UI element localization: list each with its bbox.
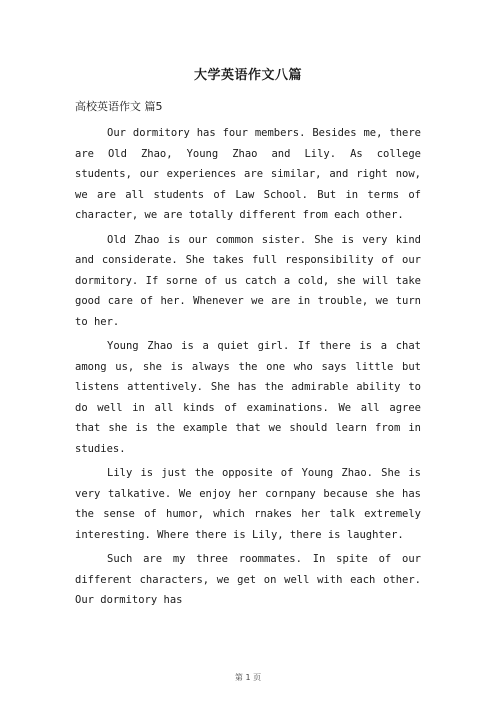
section-heading: 高校英语作文 篇5 [75,100,163,113]
paragraph: Such are my three roommates. In spite of our different characters, we get on well with each other. Our dormitory has [75,553,421,606]
paragraph: Lily is just the opposite of Young Zhao. She is very talkative. We enjoy her cornpany because she has the sense of humor, which rnakes her talk extremely interesting. Where there is Lily, there is laughter. [75,467,421,541]
paragraph: Young Zhao is a quiet girl. If there is a chat among us, she is always the one who says little but listens attentively. She has the admirable ability to do well in all kinds of examinations. We all agree that she is the example that we should learn from in studies. [75,340,421,455]
page-number: 第 1 页 [234,673,262,682]
paragraph: Our dormitory has four members. Besides me, there are Old Zhao, Young Zhao and Lily. As college students, our experiences are similar, and right now, we are all students of Law School. But in terms of character, we are totally different from each other. [75,127,421,221]
document-title: 大学英语作文八篇 [193,68,302,83]
paragraph: Old Zhao is our common sister. She is very kind and considerate. She takes full responsibility of our dormitory. If sorne of us catch a cold, she will take good care of her. Whenever we are in trouble, we turn to her. [75,233,421,328]
document-body [75,123,421,615]
